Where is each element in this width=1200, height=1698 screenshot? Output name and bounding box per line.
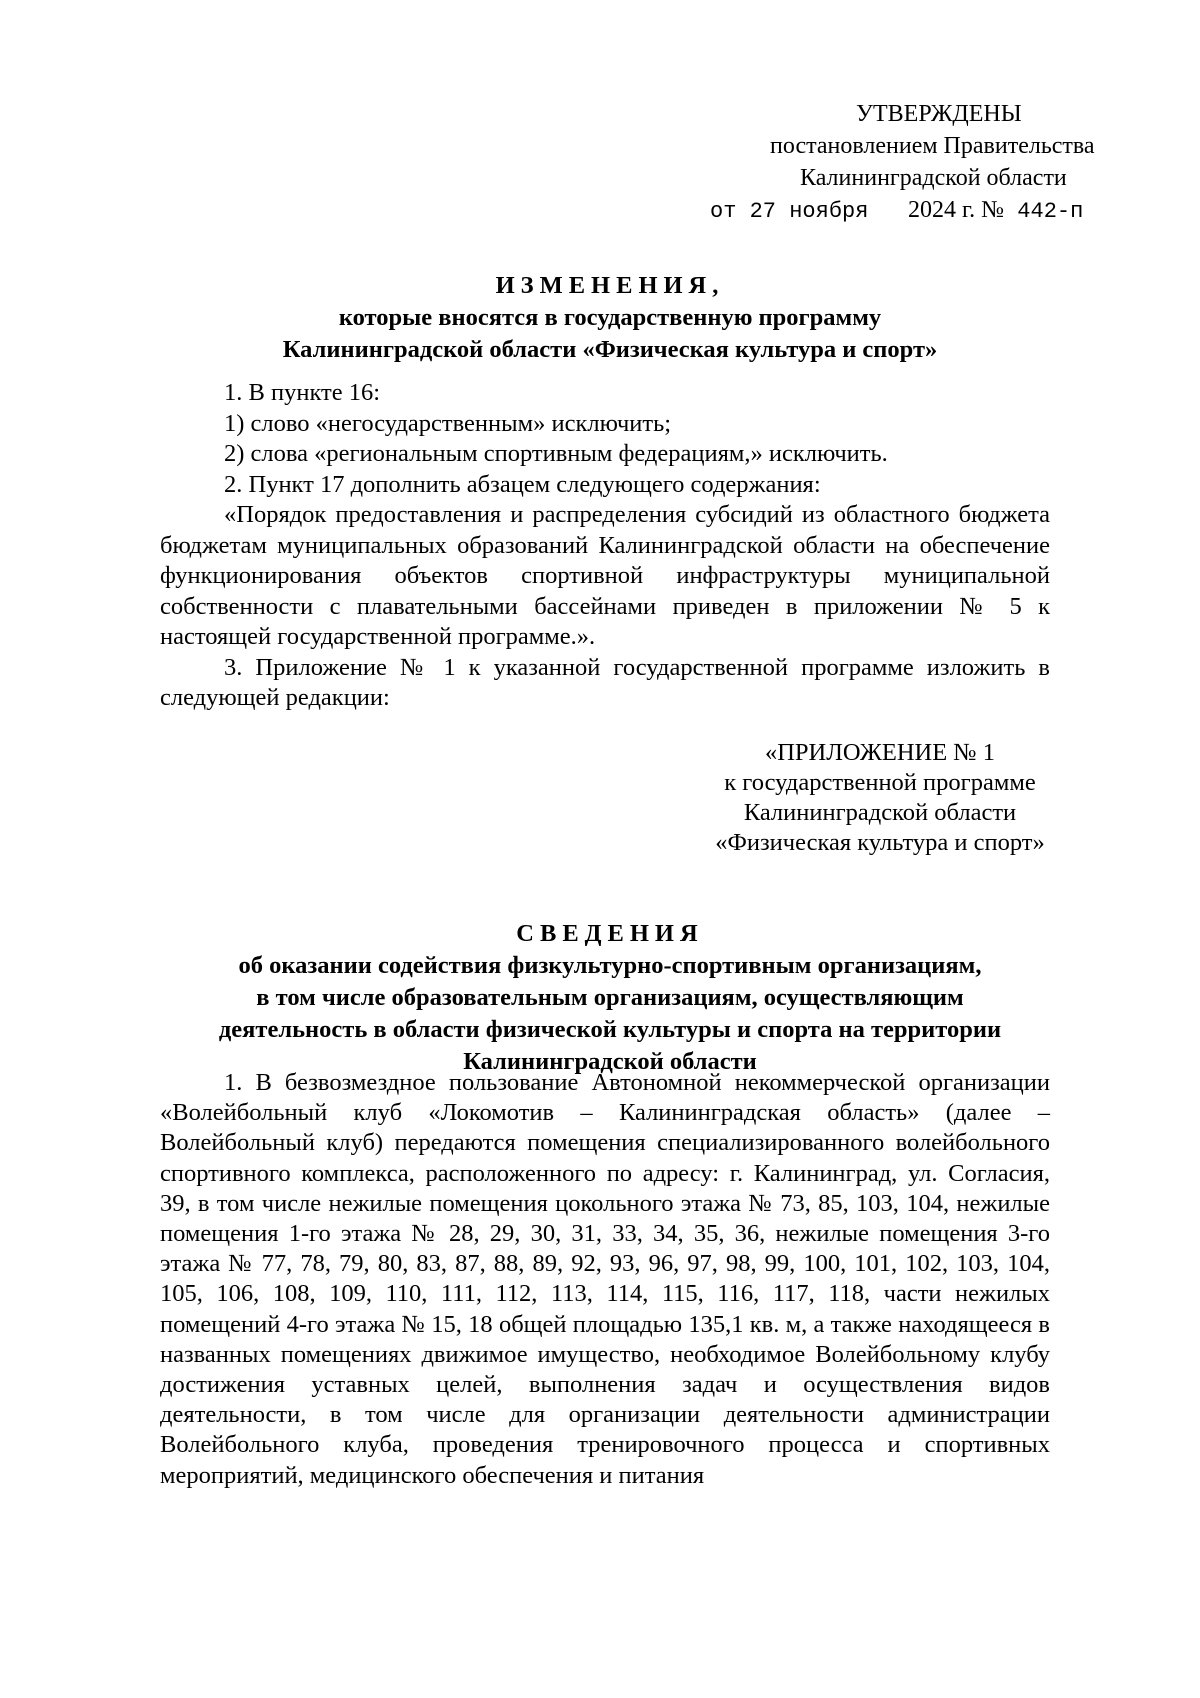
info-subtitle-line-2: в том числе образовательным организациям, осуществляющим — [256, 984, 964, 1011]
item-2-quote: «Порядок предоставления и распределения субсидий из областного бюджета бюджетам муниципальных образований Калининградской области на обеспечение функционирования объектов спортивной инфраструктуры муниципальной собственности с плавательными бассейнами приведен в приложении № 5 к настоящей государственной программе.». — [160, 501, 1050, 650]
info-title: СВЕДЕНИЯ — [516, 920, 704, 947]
approval-date-line — [710, 194, 1150, 228]
changes-subtitle-line-1: которые вносятся в государственную программу — [338, 304, 882, 331]
approval-block — [710, 98, 1150, 228]
changes-title: ИЗМЕНЕНИЯ, — [495, 272, 725, 299]
item-3: 3. Приложение № 1 к указанной государственной программе изложить в следующей редакции: — [160, 653, 1050, 711]
item-1-2: 2) слова «региональным спортивным федерациям,» исключить. — [224, 440, 888, 467]
changes-subtitle-line-2: Калининградской области «Физическая культура и спорт» — [282, 336, 938, 363]
info-subtitle-line-4: Калининградской области — [463, 1048, 757, 1075]
info-subtitle-line-3: деятельность в области физической культуры и спорта на территории — [218, 1016, 1002, 1043]
approval-stamp: УТВЕРЖДЕНЫ — [856, 101, 1022, 127]
appendix-line-2: к государственной программе — [724, 769, 1036, 796]
appendix-block — [700, 738, 1060, 858]
item-2: 2. Пункт 17 дополнить абзацем следующего содержания: — [224, 470, 821, 498]
approval-number: 442-п — [1017, 199, 1084, 224]
changes-heading — [160, 270, 1060, 366]
info-heading — [160, 918, 1060, 1078]
approval-date: от 27 ноября — [710, 199, 869, 224]
approval-line-government: постановлением Правительства — [770, 133, 1095, 159]
changes-body — [160, 378, 1050, 714]
item-1-1: 1) слово «негосударственным» исключить; — [224, 409, 672, 437]
info-paragraph-1: 1. В безвозмездное пользование Автономной некоммерческой организации «Волейбольный клуб «Локомотив – Калининградская область» (далее – Волейбольный клуб) передаются помещения специализированного волейбольного спортивного комплекса, расположенного по адресу: г. Калининград, ул. Согласия, 39, в том числе нежилые помещения цокольного этажа № 73, 85, 103, 104, нежилые помещения 1-го этажа № 28, 29, 30, 31, 33, 34, 35, 36, нежилые помещения 3-го этажа № 77, 78, 79, 80, 83, 87, 88, 89, 92, 93, 96, 97, 98, 99, 100, 101, 102, 103, 104, 105, 106, 108, 109, 110, 111, 112, 113, 114, 115, 116, 117, 118, части нежилых помещений 4-го этажа № 15, 18 общей площадью 135,1 кв. м, а также находящееся в названных помещениях движимое имущество, необходимое Волейбольному клубу достижения уставных целей, выполнения задач и осуществления видов деятельности, в том числе для организации деятельности администрации Волейбольного клуба, проведения тренировочного процесса и спортивных мероприятий, медицинского обеспечения и питания — [160, 1069, 1050, 1489]
item-1: 1. В пункте 16: — [224, 379, 381, 406]
approval-line-region: Калининградской области — [800, 165, 1067, 191]
appendix-line-4: «Физическая культура и спорт» — [715, 829, 1045, 856]
appendix-line-1: «ПРИЛОЖЕНИЕ № 1 — [764, 739, 996, 766]
appendix-line-3: Калининградской области — [743, 799, 1017, 826]
info-subtitle-line-1: об оказании содействия физкультурно-спортивным организациям, — [238, 952, 982, 979]
info-body — [160, 1068, 1050, 1491]
approval-year: 2024 г. № — [908, 197, 1005, 223]
